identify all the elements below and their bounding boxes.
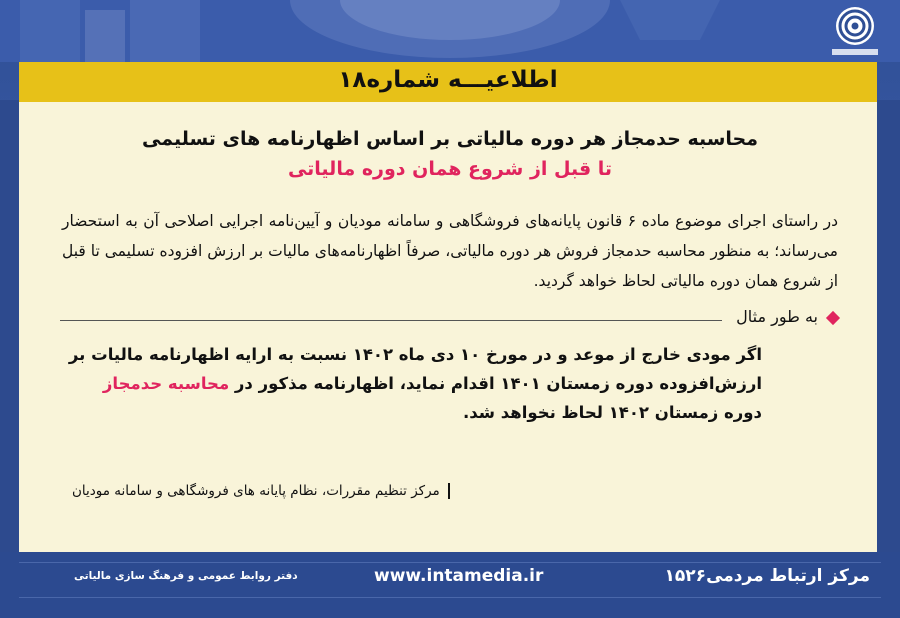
subtitle-line-2: تا قبل از شروع همان دوره مالیاتی — [287, 158, 613, 180]
diamond-bullet-icon — [826, 311, 840, 325]
footer-department: دفتر روابط عمومی و فرهنگ سازی مالیاتی — [74, 570, 298, 582]
example-header — [60, 307, 840, 331]
example-text-part-2: دوره زمستان ۱۴۰۲ لحاظ نخواهد شد. — [462, 403, 762, 422]
example-label: به طور مثال — [736, 307, 818, 326]
divider-line — [60, 320, 722, 321]
title-banner — [19, 62, 877, 102]
announcement-title: اطلاعیـــه شماره۱۸ — [338, 67, 558, 93]
example-highlight: محاسبه حدمجاز — [102, 374, 230, 393]
tax-organization-logo — [824, 4, 886, 62]
main-paragraph: در راستای اجرای موضوع ماده ۶ قانون پایانه‌های فروشگاهی و سامانه مودیان و آیین‌نامه اجرایی اصلاحی آن به استحضار می‌رساند؛ به منظور محاسبه حدمجاز فروش هر دوره مالیاتی، صرفاً اظهارنامه‌های مالیات بر ارزش افزوده تسلیمی تا قبل از شروع همان دوره مالیاتی لحاظ خواهد گردید. — [62, 212, 838, 290]
subtitle-line-1: محاسبه حدمجاز هر دوره مالیاتی بر اساس اظهارنامه های تسلیمی — [141, 128, 758, 150]
signature: مرکز تنظیم مقررات، نظام پایانه های فروشگاهی و سامانه مودیان — [72, 483, 450, 499]
example-paragraph — [62, 340, 762, 427]
example-text-part-1: اگر مودی خارج از موعد و در مورخ ۱۰ دی ماه ۱۴۰۲ نسبت به ارایه اظهارنامه مالیات بر ارزش‌افزوده دوره زمستان ۱۴۰۱ اقدام نماید، اظهارنامه مذکور در — [68, 345, 762, 393]
footer-contact-center: مرکز ارتباط مردمی۱۵۲۶ — [664, 566, 870, 586]
footer-website-link[interactable]: www.intamedia.ir — [374, 566, 544, 586]
